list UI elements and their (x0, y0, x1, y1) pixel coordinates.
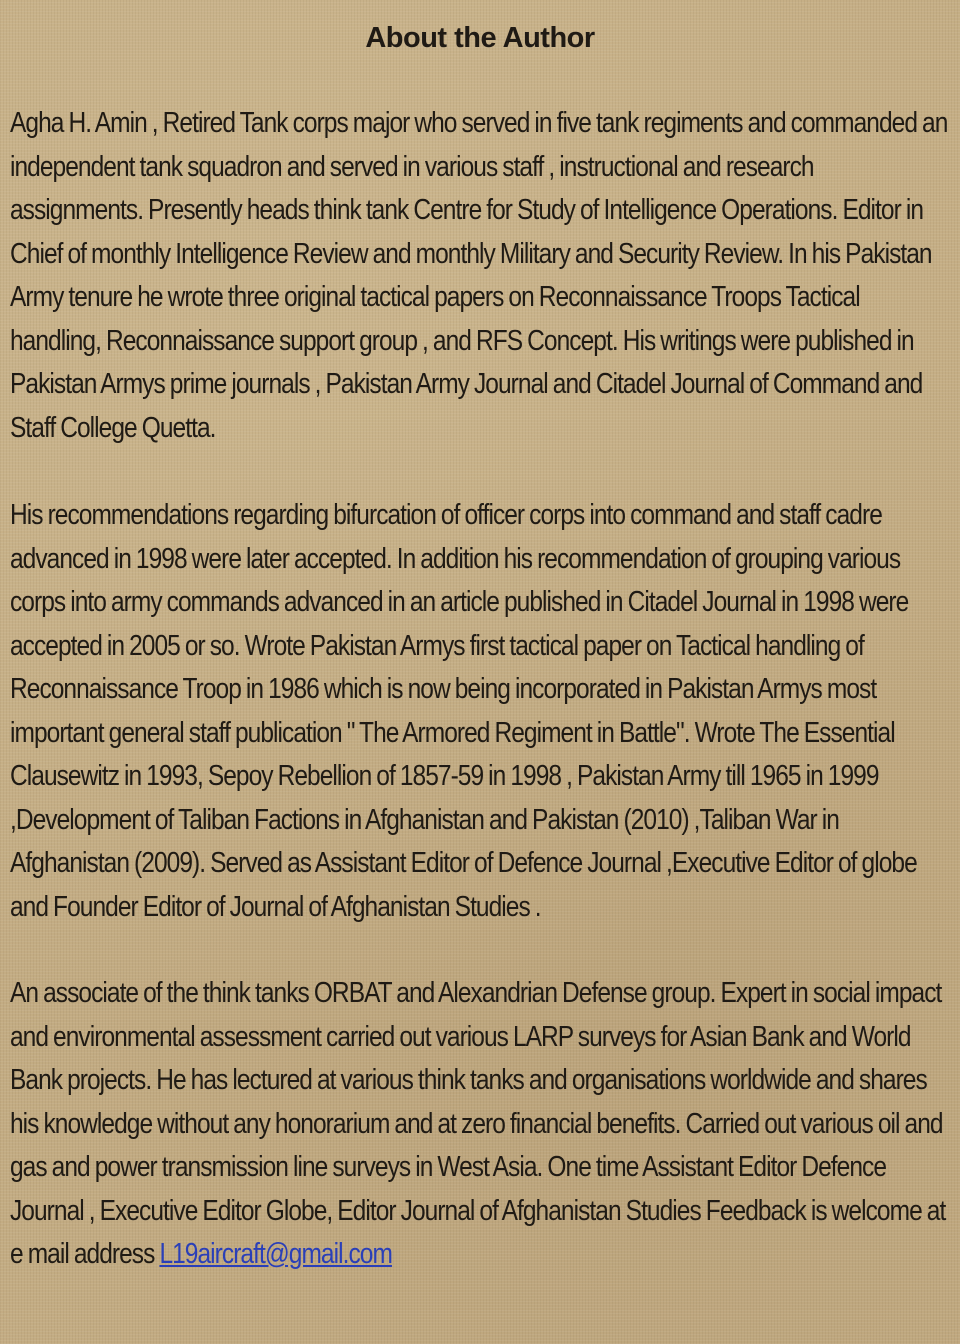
paragraph-recommendations: His recommendations regarding bifurcation of officer corps into command and staff cadre advanced in 1998 were later accepted. In addition his recommendation of grouping various corps into army commands advanced in an article published in Citadel Journal in 1998 were accepted in 2005 or so. Wrote Pakistan Armys first tactical paper on Tactical handling of Reconnaissance Troop in 1986 which is now being incorporated in Pakistan Armys most important general staff publication " The Armored Regiment in Battle". Wrote The Essential Clausewitz in 1993, Sepoy Rebellion of 1857-59 in 1998 , Pakistan Army till 1965 in 1999 ,Development of Taliban Factions in Afghanistan and Pakistan (2010) ,Taliban War in Afghanistan (2009). Served as Assistant Editor of Defence Journal ,Executive Editor of globe and Founder Editor of Journal of Afghanistan Studies . (10, 499, 917, 923)
paragraph-biography: Agha H. Amin , Retired Tank corps major who served in five tank regiments and commanded an independent tank squadron and served in various staff , instructional and research assignments. Presently heads think tank Centre for Study of Intelligence Operations. Editor in Chief of monthly Intelligence Review and monthly Military and Security Review. In his Pakistan Army tenure he wrote three original tactical papers on Reconnaissance Troops Tactical handling, Reconnaissance support group , and RFS Concept. His writings were published in Pakistan Armys prime journals , Pakistan Army Journal and Citadel Journal of Command and Staff College Quetta. (10, 107, 948, 444)
paragraph-associations-text: An associate of the think tanks ORBAT and Alexandrian Defense group. Expert in social impact and environmental assessment carried out various LARP surveys for Asian Bank and World Bank projects. He has lectured at various think tanks and organisations worldwide and shares his knowledge without any honorarium and at zero financial benefits. Carried out various oil and gas and power transmission line surveys in West Asia. One time Assistant Editor Defence Journal , Executive Editor Globe, Editor Journal of Afghanistan Studies Feedback is welcome at e mail address (10, 977, 946, 1270)
email-link[interactable]: L19aircraft@gmail.com (159, 1238, 392, 1270)
paragraph-associations (10, 972, 947, 1277)
page-title: About the Author (365, 22, 595, 54)
